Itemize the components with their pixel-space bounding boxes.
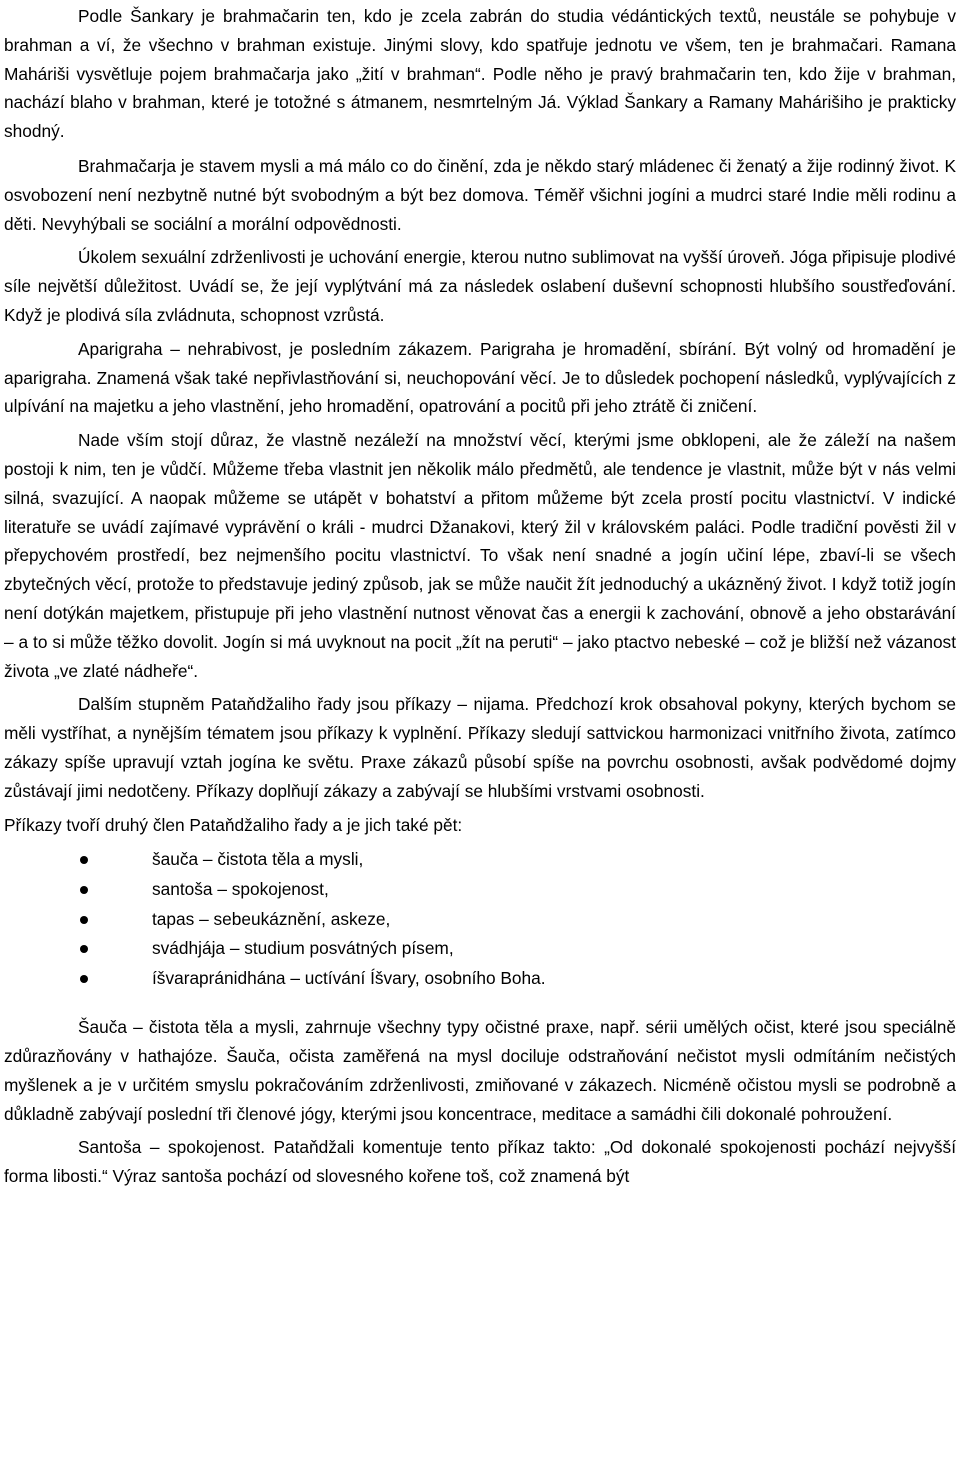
list-item: šauča – čistota těla a mysli,	[4, 845, 956, 875]
paragraph-sauca: Šauča – čistota těla a mysli, zahrnuje všechny typy očistné praxe, např. sérii umělých očist, které jsou speciálně zdůrazňovány v hathajóze. Šauča, očista zaměřená na mysl dociluje odstraňování nečistot mysli odmítáním nečistých myšlenek a je v určitém smyslu pokračováním zdrženlivosti, zmiňované v zákazech. Nicméně očistou mysli se podrobně a důkladně zabývají poslední tři členové jógy, kterými jsou koncentrace, meditace a samádhi čili dokonalé pohroužení.	[4, 1017, 956, 1124]
bullet-icon	[80, 975, 88, 983]
paragraph-aparigraha: Aparigraha – nehrabivost, je posledním zákazem. Parigraha je hromadění, sbírání. Být volný od hromadění je aparigraha. Znamená však také nepřivlastňování si, neuchopování věcí. Je to důsledek pochopení následků, vyplývajících z ulpívání na majetku a jeho vlastnění, jeho hromadění, opatrování a pocitů při jeho ztrátě či zničení.	[4, 338, 956, 417]
list-item: tapas – sebeukáznění, askeze,	[4, 905, 956, 935]
bullet-icon	[80, 856, 88, 864]
list-item: íšvarapránidhána – uctívání Íšvary, osobního Boha.	[4, 964, 956, 994]
paragraph-santosa: Santoša – spokojenost. Pataňdžali komentuje tento příkaz takto: „Od dokonalé spokojenosti pochází nejvyšší forma libosti.“ Výraz santoša pochází od slovesného kořene toš, což znamená být	[4, 1137, 956, 1187]
paragraph-possessions: Nade vším stojí důraz, že vlastně nezáleží na množství věcí, kterými jsme obklopeni, ale že záleží na našem postoji k nim, ten je vůdčí. Můžeme třeba vlastnit jen několik málo předmětů, ale tendence je vlastnit, může být v nás velmi silná, svazující. A naopak můžeme se utápět v bohatství a přitom můžeme být zcela prostí pocitu vlastnictví. V indické literatuře se uvádí zajímavé vyprávění o králi - mudrci Džanakovi, který žil v královském paláci. Podle tradiční pověsti žil v přepychovém prostředí, bez nejmenšího pocitu vlastnictví. To však není snadné a jogín učiní lépe, zbaví-li se všech zbytečných věcí, protože to představuje jediný způsob, jak se může naučit žít jednoduchý a ukázněný život. I když totiž jogín není dotýkán majetkem, přistupuje při jeho vlastnění nutnost věnovat čas a energii k zachování, obnově a jeho obstarávání – a to si může těžko dovolit. Jogín si má uvyknout na pocit „žít na peruti“ – jako ptactvo nebeské – což je bližší než vázanost života „ve zlaté nádheře“.	[4, 430, 956, 681]
document-page	[4, 2, 956, 1195]
paragraph-list-intro: Příkazy tvoří druhý člen Pataňdžaliho řady a je jich také pět:	[4, 814, 463, 835]
paragraph-brahmacarin: Podle Šankary je brahmačarin ten, kdo je zcela zabrán do studia védántických textů, neustále se pohybuje v brahman a ví, že všechno v brahman existuje. Jinými slovy, kdo spatřuje jednotu ve všem, ten je brahmačari. Ramana Maháriši vysvětluje pojem brahmačarja jako „žití v brahman“. Podle něho je pravý brahmačarin ten, kdo žije v brahman, nachází blaho v brahman, které je totožné s átmanem, nesmrtelným Já. Výklad Šankary a Ramany Mahárišiho je prakticky shodný.	[4, 6, 956, 142]
paragraph-nijama: Dalším stupněm Pataňdžaliho řady jsou příkazy – nijama. Předchozí krok obsahoval pokyny, kterých bychom se měli vystříhat, a nynějším tématem jsou příkazy k vyplnění. Příkazy sledují sattvickou harmonizaci vnitřního života, zatímco zákazy spíše upravují vztah jogína ke světu. Praxe zákazů působí spíše na povrchu osobnosti, avšak podvědomé dojmy zůstávají jimi nedotčeny. Příkazy doplňují zákazy a zabývají se hlubšími vrstvami osobnosti.	[4, 694, 956, 801]
nijama-list	[4, 845, 956, 993]
bullet-icon	[80, 945, 88, 953]
bullet-icon	[80, 886, 88, 894]
list-item: santoša – spokojenost,	[4, 875, 956, 905]
paragraph-sexual-restraint: Úkolem sexuální zdrženlivosti je uchování energie, kterou nutno sublimovat na vyšší úroveň. Jóga připisuje plodivé síle největší důležitost. Uvádí se, že její vyplýtvání má za následek oslabení duševní schopnosti hlubšího soustřeďování. Když je plodivá síla zvládnuta, schopnost vzrůstá.	[4, 247, 956, 325]
list-item: svádhjája – studium posvátných písem,	[4, 934, 956, 964]
paragraph-brahmacarja: Brahmačarja je stavem mysli a má málo co do činění, zda je někdo starý mládenec či ženatý a žije rodinný život. K osvobození není nezbytně nutné být svobodným a být bez domova. Téměř všichni jogíni a mudrci staré Indie měli rodinu a děti. Nevyhýbali se sociální a morální odpovědnosti.	[4, 155, 956, 234]
bullet-icon	[80, 916, 88, 924]
